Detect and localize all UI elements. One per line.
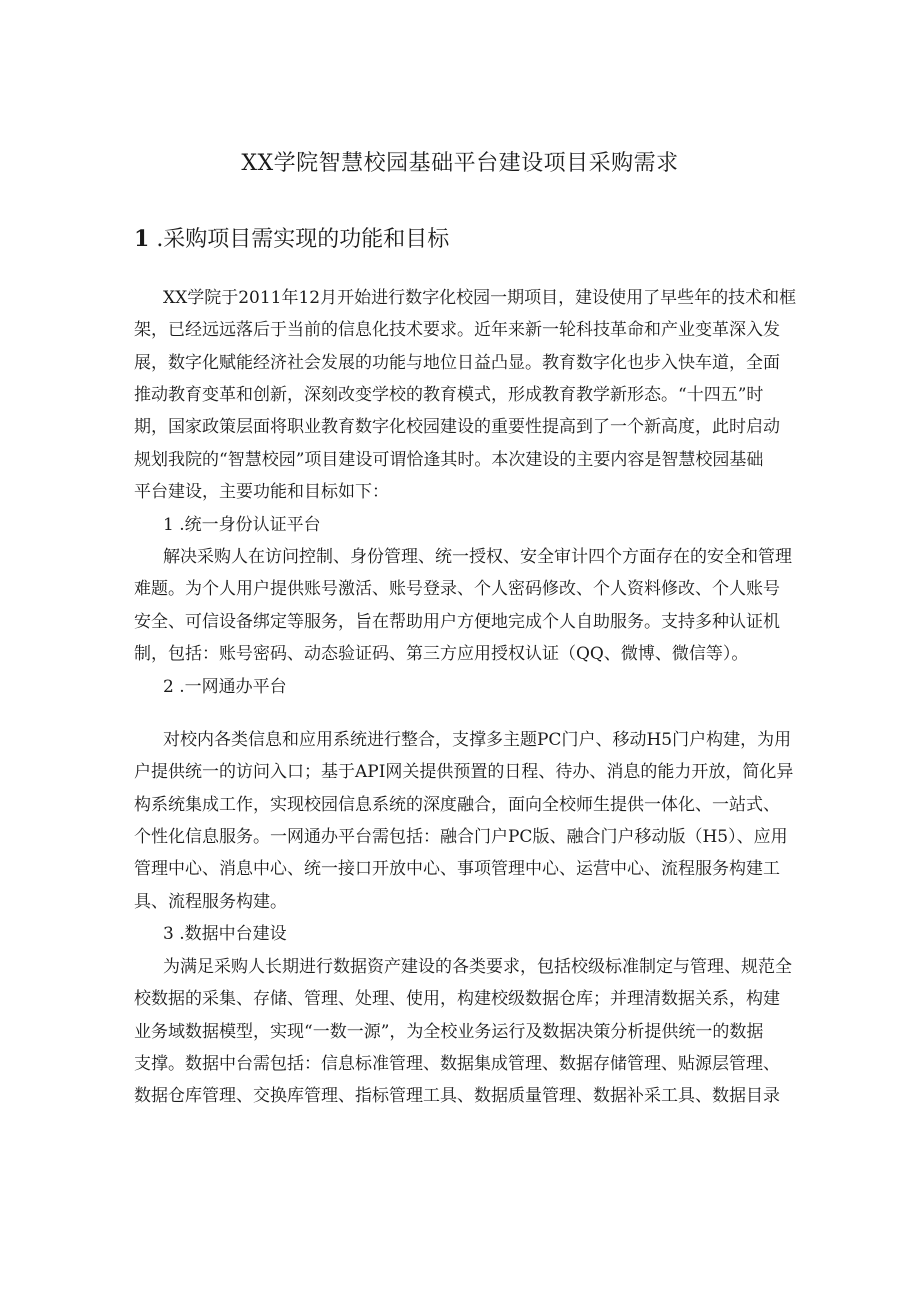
paragraph-line: 推动教育变革和创新，深刻改变学校的教育模式，形成教育教学新形态。“十四五”时 bbox=[134, 385, 764, 405]
paragraph-line: 架，已经远远落后于当前的信息化技术要求。近年来新一轮科技革命和产业变革深入发 bbox=[134, 320, 780, 340]
paragraph-line: 期，国家政策层面将职业教育数字化校园建设的重要性提高到了一个新高度，此时启动 bbox=[134, 417, 780, 437]
paragraph-line: 对校内各类信息和应用系统进行整合，支撑多主题PC门户、移动H5门户构建，为用 bbox=[163, 730, 792, 750]
paragraph-line: 管理中心、消息中心、统一接口开放中心、事项管理中心、运营中心、流程服务构建工 bbox=[134, 859, 780, 879]
section-heading-text: .采购项目需实现的功能和目标 bbox=[156, 227, 450, 252]
paragraph-line: 校数据的采集、存储、管理、处理、使用，构建校级数据仓库；并理清数据关系，构建 bbox=[134, 989, 780, 1009]
item-heading: 3 .数据中台建设 bbox=[163, 924, 287, 944]
paragraph-line: 制，包括：账号密码、动态验证码、第三方应用授权认证（QQ、微博、微信等）。 bbox=[134, 644, 749, 664]
paragraph-line: XX学院于2011年12月开始进行数字化校园一期项目，建设使用了早些年的技术和框 bbox=[163, 288, 797, 308]
paragraph-line: 业务域数据模型，实现“一数一源”，为全校业务运行及数据决策分析提供统一的数据 bbox=[134, 1022, 764, 1042]
paragraph-line: 展，数字化赋能经济社会发展的功能与地位日益凸显。教育数字化也步入快车道，全面 bbox=[134, 353, 780, 373]
paragraph-line: 规划我院的“智慧校园”项目建设可谓恰逢其时。本次建设的主要内容是智慧校园基础 bbox=[134, 450, 764, 470]
paragraph-line: 支撑。数据中台需包括：信息标准管理、数据集成管理、数据存储管理、贴源层管理、 bbox=[134, 1054, 780, 1074]
paragraph-line: 构系统集成工作，实现校园信息系统的深度融合，面向全校师生提供一体化、一站式、 bbox=[134, 795, 780, 815]
document-title: XX学院智慧校园基础平台建设项目采购需求 bbox=[241, 151, 679, 176]
item-heading: 2 .一网通办平台 bbox=[163, 677, 287, 697]
section-heading bbox=[134, 222, 449, 253]
paragraph-line: 个性化信息服务。一网通办平台需包括：融合门户PC版、融合门户移动版（H5）、应用 bbox=[134, 827, 788, 847]
paragraph-line: 解决采购人在访问控制、身份管理、统一授权、安全审计四个方面存在的安全和管理 bbox=[163, 547, 792, 567]
paragraph-line: 安全、可信设备绑定等服务，旨在帮助用户方便地完成个人自助服务。支持多种认证机 bbox=[134, 612, 780, 632]
paragraph-line: 具、流程服务构建。 bbox=[134, 892, 287, 912]
paragraph-line: 难题。为个人用户提供账号激活、账号登录、个人密码修改、个人资料修改、个人账号 bbox=[134, 579, 780, 599]
paragraph-line: 数据仓库管理、交换库管理、指标管理工具、数据质量管理、数据补采工具、数据目录 bbox=[134, 1086, 780, 1106]
paragraph-line: 平台建设，主要功能和目标如下： bbox=[134, 482, 389, 502]
section-number: 1 bbox=[134, 226, 150, 252]
paragraph-line: 户提供统一的访问入口；基于API网关提供预置的日程、待办、消息的能力开放，简化异 bbox=[134, 762, 794, 782]
paragraph-line: 为满足采购人长期进行数据资产建设的各类要求，包括校级标准制定与管理、规范全 bbox=[163, 957, 792, 977]
item-heading: 1 .统一身份认证平台 bbox=[163, 515, 321, 535]
